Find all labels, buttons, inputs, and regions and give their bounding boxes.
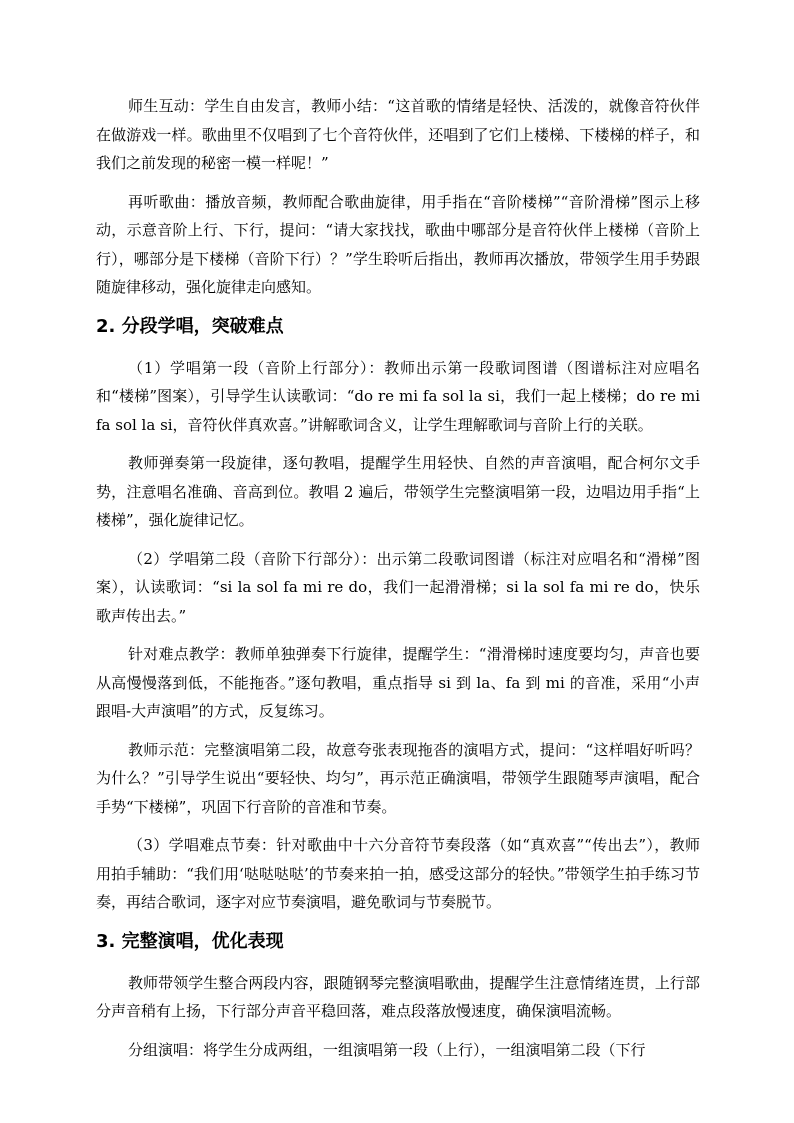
paragraph-full-performance: 教师带领学生整合两段内容，跟随钢琴完整演唱歌曲，提醒学生注意情绪连贯，上行部分声音稍有上扬，下行部分声音平稳回落，难点段落放慢速度，确保演唱流畅。 xyxy=(96,973,700,1020)
paragraph-difficult-rhythm: （3）学唱难点节奏：针对歌曲中十六分音符节奏段落（如“真欢喜”“传出去”），教师用拍手辅助：“我们用‘哒哒哒哒’的节奏来拍一拍，感受这部分的轻快。”带领学生拍手练习节奏，再结合歌词，逐字对应节奏演唱，避免歌词与节奏脱节。 xyxy=(96,836,700,911)
paragraph-teacher-plays-first: 教师弹奏第一段旋律，逐句教唱，提醒学生用轻快、自然的声音演唱，配合柯尔文手势，注意唱名准确、音高到位。教唱 2 遍后，带领学生完整演唱第一段，边唱边用手指“上楼梯”，强化旋律记忆。 xyxy=(96,454,700,529)
paragraph-learn-second-section: （2）学唱第二段（音阶下行部分）：出示第二段歌词图谱（标注对应唱名和“滑梯”图案），认读歌词：“si la sol fa mi re do，我们一起滑滑梯；si la sol fa mi re do，快乐歌声传出去。” xyxy=(96,549,700,625)
document-page xyxy=(96,92,700,1074)
paragraph-interaction-summary: 师生互动：学生自由发言，教师小结：“这首歌的情绪是轻快、活泼的，就像音符伙伴在做游戏一样。歌曲里不仅唱到了七个音符伙伴，还唱到了它们上楼梯、下楼梯的样子，和我们之前发现的秘密一模一样呢！” xyxy=(96,97,700,172)
paragraph-difficulty-teaching: 针对难点教学：教师单独弹奏下行旋律，提醒学生：“滑滑梯时速度要均匀，声音也要从高慢慢落到低，不能拖沓。”逐句教唱，重点指导 si 到 la、fa 到 mi 的音准，采用“小声跟唱-大声演唱”的方式，反复练习。 xyxy=(96,645,700,720)
section-heading-2: 2. 分段学唱，突破难点 xyxy=(96,315,284,337)
section-heading-3: 3. 完整演唱，优化表现 xyxy=(96,930,284,952)
paragraph-listen-again: 再听歌曲：播放音频，教师配合歌曲旋律，用手指在“音阶楼梯”“音阶滑梯”图示上移动，示意音阶上行、下行，提问：“请大家找找，歌曲中哪部分是音符伙伴上楼梯（音阶上行），哪部分是下楼梯（音阶下行）？”学生聆听后指出，教师再次播放，带领学生用手势跟随旋律移动，强化旋律走向感知。 xyxy=(96,192,700,296)
paragraph-teacher-demo: 教师示范：完整演唱第二段，故意夸张表现拖沓的演唱方式，提问：“这样唱好听吗？为什么？”引导学生说出“要轻快、均匀”，再示范正确演唱，带领学生跟随琴声演唱，配合手势“下楼梯”，巩固下行音阶的音准和节奏。 xyxy=(96,740,700,816)
paragraph-learn-first-section: （1）学唱第一段（音阶上行部分）：教师出示第一段歌词图谱（图谱标注对应唱名和“楼梯”图案），引导学生认读歌词：“do re mi fa sol la si，我们一起上楼梯；do re mi fa sol la si，音符伙伴真欢喜。”讲解歌词含义，让学生理解歌词与音阶上行的关联。 xyxy=(96,358,700,434)
paragraph-group-singing: 分组演唱：将学生分成两组，一组演唱第一段（上行），一组演唱第二段（下行 xyxy=(128,1040,646,1059)
